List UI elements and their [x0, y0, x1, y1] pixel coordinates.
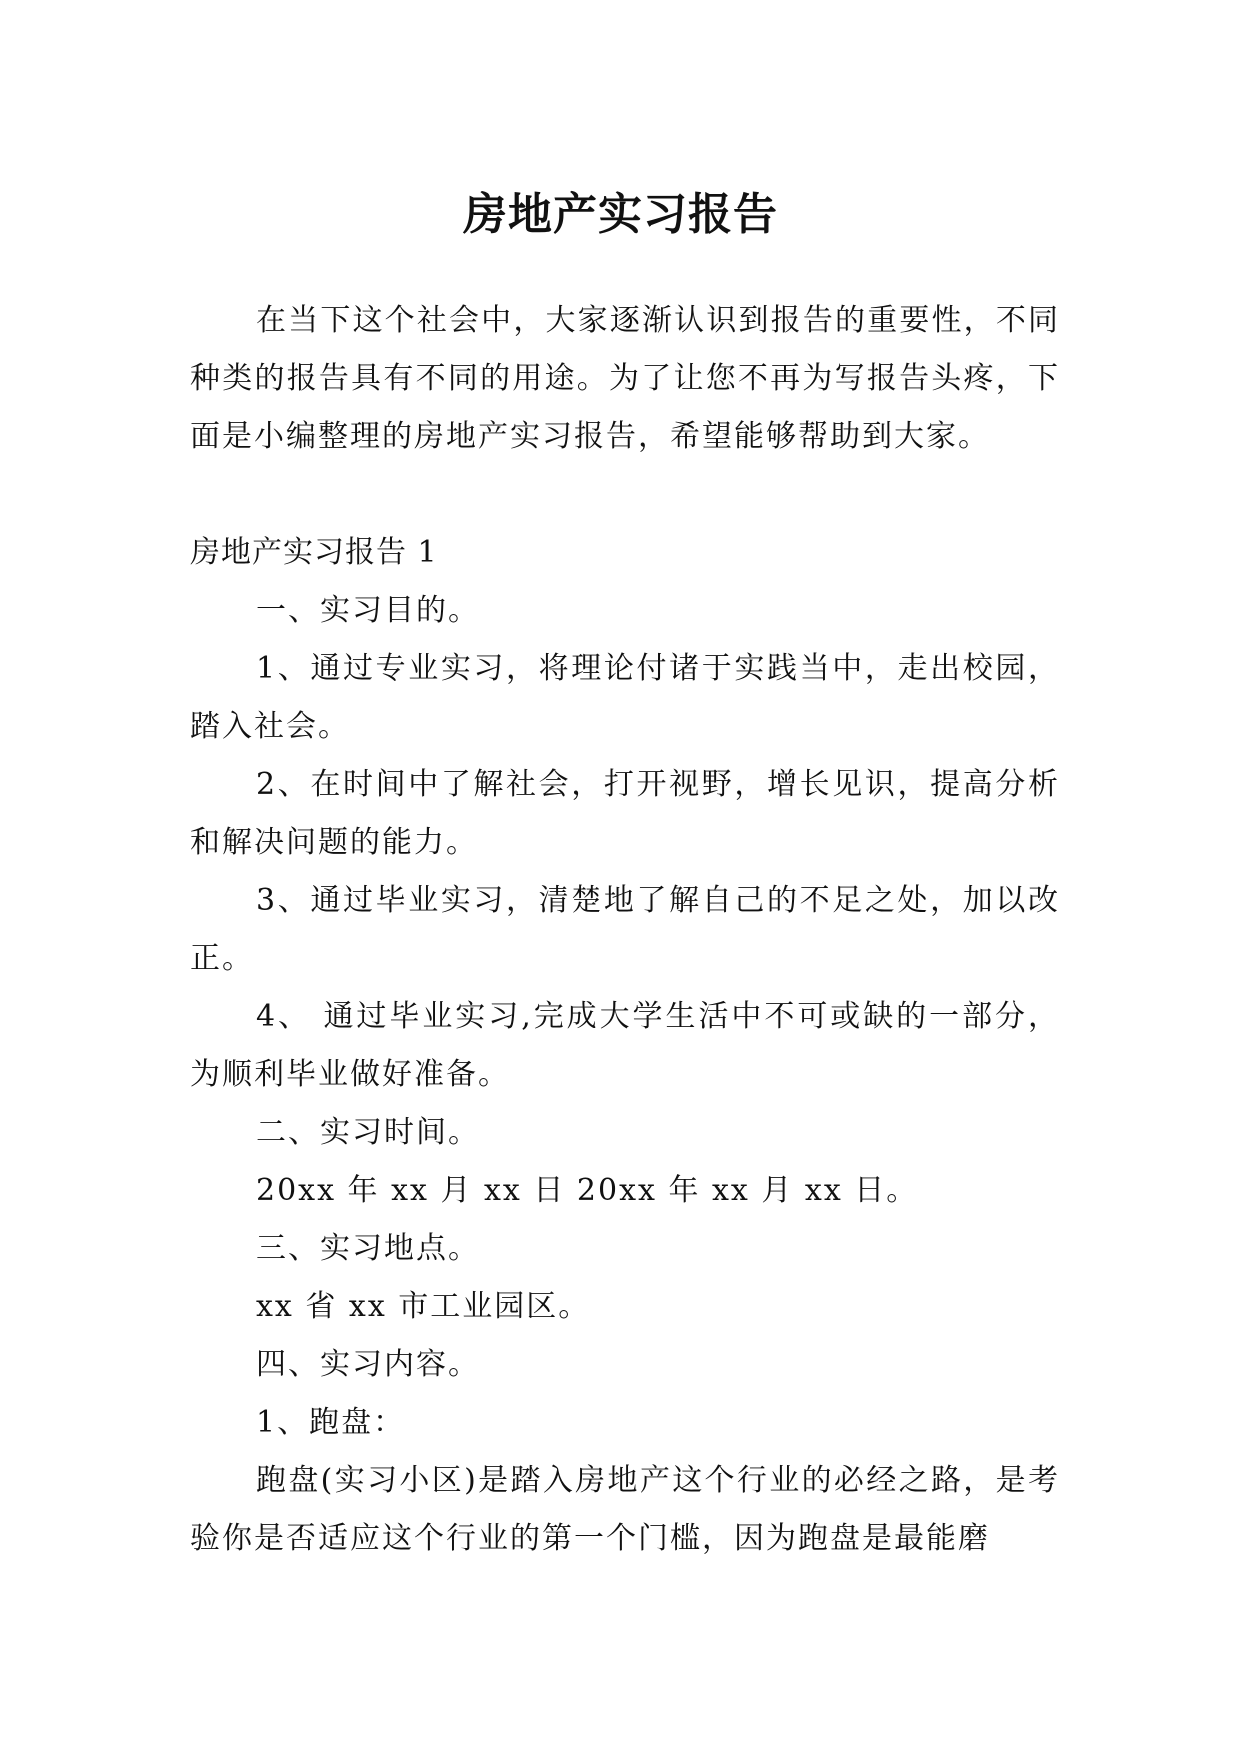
purpose-item-1: 1、通过专业实习，将理论付诸于实践当中，走出校园，踏入社会。: [190, 651, 1060, 744]
content-item-1-text: 跑盘(实习小区)是踏入房地产这个行业的必经之路，是考验你是否适应这个行业的第一个门槛，因为跑盘是最能磨: [190, 1463, 1060, 1556]
intro-paragraph: 在当下这个社会中，大家逐渐认识到报告的重要性，不同种类的报告具有不同的用途。为了让您不再为写报告头疼，下面是小编整理的房地产实习报告，希望能够帮助到大家。: [190, 303, 1060, 454]
heading-time: 二、实习时间。: [256, 1115, 480, 1150]
time-value: 20xx 年 xx 月 xx 日 20xx 年 xx 月 xx 日。: [256, 1173, 919, 1208]
purpose-item-2: 2、在时间中了解社会，打开视野，增长见识，提高分析和解决问题的能力。: [190, 767, 1060, 860]
report-body: [190, 582, 1060, 1568]
content-item-1-heading: 1、跑盘：: [256, 1405, 406, 1440]
location-value: xx 省 xx 市工业园区。: [256, 1289, 591, 1324]
section-heading: 房地产实习报告 1: [190, 535, 438, 570]
document-title: 房地产实习报告: [463, 189, 778, 241]
purpose-item-3: 3、通过毕业实习，清楚地了解自己的不足之处，加以改正。: [190, 883, 1060, 976]
purpose-item-4: 4、 通过毕业实习,完成大学生活中不可或缺的一部分，为顺利毕业做好准备。: [190, 999, 1060, 1092]
heading-content: 四、实习内容。: [256, 1347, 480, 1382]
heading-location: 三、实习地点。: [256, 1231, 480, 1266]
heading-purpose: 一、实习目的。: [256, 593, 480, 628]
